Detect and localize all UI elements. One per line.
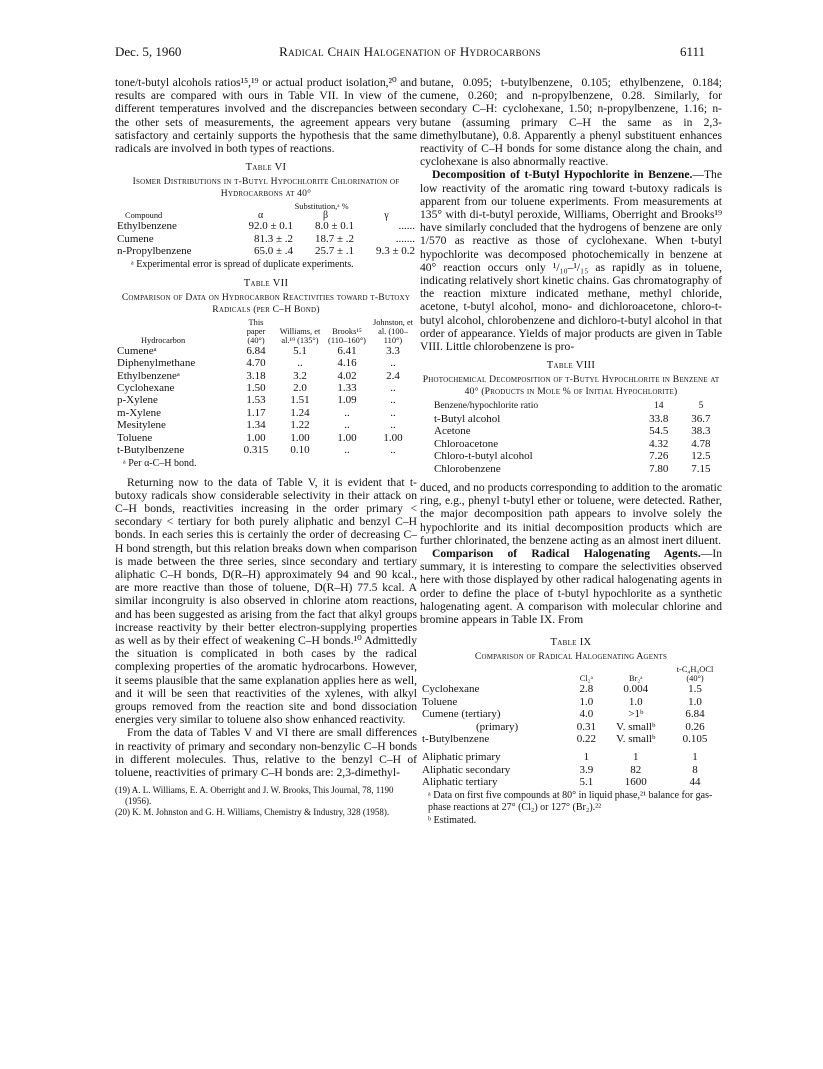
table-cell: 8: [692, 763, 698, 776]
table-row: [115, 444, 417, 456]
right-paragraph-1: butane, 0.095; t-butylbenzene, 0.105; ethylbenzene, 0.184; cumene, 0.260; and n-propylbenzene, 0.28. Similarly, for secondary C–H: cyclohexane, 1.50; n-propylbenzene, 1.16; n-butane (assuming primary C–H the same as in 2,3-dimethylbutane), 0.8. Apparently a phenyl substituent enhances reactivity of C–H bonds for some distance along the chain, and cyclohexane is also abnormally reactive.: [420, 76, 722, 169]
table7-col-brooks: Brooks¹⁵ (110–160°): [328, 326, 366, 345]
table6-subst-header: Substitution,ᵃ %: [294, 202, 349, 212]
table-cell: 65.0 ± .4: [253, 245, 294, 258]
table-row: [420, 425, 722, 437]
table8-caption: Table VIII: [546, 360, 596, 372]
table6-caption: Table VI: [245, 162, 287, 174]
table7-col-hydrocarbon: Hydrocarbon: [141, 335, 186, 345]
table-cell: 0.26: [685, 720, 705, 733]
table-row: [420, 733, 722, 748]
header-title: Radical Chain Halogenation of Hydrocarbons: [279, 44, 541, 59]
left-paragraph-1: tone/t-butyl alcohols ratios¹⁵,¹⁹ or actual product isolation,²⁰ and results are compared with ours in Table VII. In view of the different temperatures involved and the discrepancies between the other sets of measurements, the agreement appears very satisfactory and certainly supports the hypothesis that the same radicals are involved in both types of reactions.: [115, 76, 417, 156]
table-row: [420, 450, 722, 462]
table-cell: 38.3: [691, 425, 711, 438]
table-cell: 1.0: [579, 695, 594, 708]
table8-header-14: 14: [654, 400, 664, 412]
table-cell: 82: [630, 763, 642, 776]
table-cell: V. smallᵇ: [616, 732, 656, 745]
table-cell: Cumeneᵃ: [117, 344, 157, 357]
table-cell: Cyclohexane: [422, 683, 480, 696]
table-cell: Ethylbenzeneᵃ: [117, 369, 180, 382]
table-cell: 36.7: [691, 412, 711, 425]
table6-col-beta: β: [322, 210, 329, 222]
table-cell: 1: [583, 751, 590, 764]
page-number: 6111: [679, 44, 705, 59]
table-cell: Toluene: [422, 695, 458, 708]
table-cell: t-Butyl alcohol: [434, 412, 501, 425]
table-cell: 3.2: [293, 369, 307, 382]
table-cell: 1.5: [688, 683, 702, 696]
table-cell: Chloro-t-butyl alcohol: [434, 450, 533, 463]
table-cell: 4.70: [246, 357, 266, 370]
table-cell: >1ᵇ: [628, 708, 644, 721]
table-cell: 3.18: [246, 369, 266, 382]
reference-19: (19) A. L. Williams, E. A. Oberright and J. W. Brooks, This Journal, 78, 1190 (1956).: [115, 785, 394, 807]
table-row: [115, 357, 417, 369]
table7-col-johnston: Johnston, et al. (100–110°): [372, 317, 413, 345]
table-cell: 33.8: [649, 412, 669, 425]
table-cell: 0.105: [682, 732, 708, 745]
table-cell: 5.1: [293, 344, 307, 357]
table-row: [420, 748, 722, 763]
right-paragraph-3: duced, and no products corresponding to addition to the aromatic ring, e.g., phenyl t-butyl ether or toluene, were detected. Rather, the major decomposition path appears to involve solely the hypochlorite and its initial decomposition products which are further chlorinated, the benzene acting as an almost inert diluent.: [420, 480, 723, 547]
table7-title: Comparison of Data on Hydrocarbon Reactivities toward t-Butoxy Radicals (per C–H Bond): [121, 291, 411, 315]
table9: [420, 665, 722, 788]
table-cell: ......: [398, 220, 415, 233]
table8-title: Photochemical Decomposition of t-Butyl Hypochlorite in Benzene at 40° (Products in Mole % of Initial Hypochlorite): [422, 374, 720, 398]
table-row: [115, 220, 417, 232]
table6: [115, 202, 417, 257]
references: [115, 785, 417, 818]
table-row: [420, 776, 722, 788]
table-row: [115, 233, 417, 245]
table7-col-williams: Williams, et al.¹⁹ (135°): [279, 326, 321, 345]
right-column: [420, 76, 722, 827]
table-cell: 3.3: [386, 344, 400, 357]
table-cell: Aliphatic secondary: [422, 763, 511, 776]
table-cell: 1.22: [290, 419, 310, 432]
table9-col-blank: [420, 665, 569, 683]
table6-col-alpha: α: [258, 210, 264, 222]
table-cell: ..: [390, 419, 396, 432]
table-cell: Cumene: [117, 232, 154, 245]
right-paragraph-4: [420, 547, 722, 626]
table-cell: 2.8: [579, 683, 594, 696]
table-cell: Cumene (tertiary): [422, 708, 501, 721]
table-row: [420, 764, 722, 776]
table9-footnote-b: ᵇ Estimated.: [428, 814, 477, 826]
table6-footnote: ᵃ Experimental error is spread of duplicate experiments.: [131, 258, 354, 270]
table-cell: 0.004: [623, 683, 649, 696]
table-cell: 1.00: [290, 431, 310, 444]
table7-footnote: ᵃ Per α-C–H bond.: [123, 457, 197, 469]
table-cell: 4.02: [337, 369, 357, 382]
table-cell: 1: [692, 751, 698, 764]
table-cell: V. smallᵇ: [616, 720, 656, 733]
reference-20: (20) K. M. Johnston and G. H. Williams, Chemistry & Industry, 328 (1958).: [115, 807, 390, 818]
table-cell: 6.84: [246, 344, 266, 357]
table-cell: 7.80: [649, 462, 669, 475]
table-row: [115, 345, 417, 357]
left-paragraph-3: From the data of Tables V and VI there are small differences in reactivity of primary and secondary non-benzylic C–H bonds in different molecules. Thus, relative to the benzyl C–H of toluene, reactivities of primary C–H bonds are: 2,3-dimethyl-: [115, 726, 417, 779]
table-cell: ..: [390, 357, 396, 370]
table-row: [115, 394, 417, 406]
table-cell: Toluene: [117, 431, 153, 444]
table-row: [420, 683, 722, 695]
table-cell: 1.17: [246, 406, 266, 419]
table-cell: Mesitylene: [117, 419, 166, 432]
table-cell: .......: [395, 232, 415, 245]
table-cell: m-Xylene: [117, 406, 161, 419]
table-cell: 92.0 ± 0.1: [248, 220, 294, 233]
table-cell: 1600: [624, 776, 647, 789]
table-cell: 1.33: [337, 382, 357, 395]
table-cell: ..: [344, 406, 350, 419]
table-cell: 54.5: [649, 425, 669, 438]
table-cell: 7.15: [691, 462, 711, 475]
table-cell: 8.0 ± 0.1: [314, 220, 354, 233]
table-cell: 12.5: [691, 450, 711, 463]
table-row: [420, 438, 722, 450]
table-row: [420, 696, 722, 708]
table-cell: 1: [633, 751, 639, 764]
table-cell: 1.53: [246, 394, 266, 407]
table-cell: 25.7 ± .1: [314, 245, 354, 258]
table-cell: 4.32: [649, 437, 669, 450]
section-heading-decomposition: Decomposition of t-Butyl Hypochlorite in Benzene.: [432, 168, 693, 182]
table-cell: ..: [344, 419, 350, 432]
table-cell: Chloroacetone: [434, 437, 499, 450]
table-cell: 9.3 ± 0.2: [375, 245, 415, 258]
table-row: [115, 407, 417, 419]
table-cell: Diphenylmethane: [117, 357, 196, 370]
table-cell: 0.22: [576, 732, 596, 745]
table-cell: 4.16: [337, 357, 357, 370]
table-cell: n-Propylbenzene: [117, 245, 192, 258]
table6-col-gamma: γ: [384, 210, 389, 222]
table-cell: 1.0: [628, 695, 643, 708]
table-cell: 0.10: [290, 444, 310, 457]
left-column: [115, 76, 417, 818]
table-cell: Aliphatic primary: [422, 751, 501, 764]
header-date: Dec. 5, 1960: [115, 44, 182, 59]
table-cell: p-Xylene: [117, 394, 158, 407]
table-cell: 1.0: [688, 695, 702, 708]
table-cell: 7.26: [649, 450, 669, 463]
table-cell: Acetone: [434, 425, 471, 438]
table9-col-hypochlorite: t-C₄H₉OCl (40°): [676, 665, 714, 684]
table8: [420, 400, 722, 474]
table-cell: 1.09: [337, 394, 357, 407]
table-cell: ..: [390, 394, 396, 407]
table-cell: ..: [344, 444, 350, 457]
table-cell: 0.315: [243, 444, 269, 457]
table-cell: 1.50: [246, 382, 266, 395]
table7: [115, 318, 417, 457]
table-cell: ..: [297, 357, 303, 370]
table-row: [115, 432, 417, 444]
table-row: [420, 708, 722, 720]
table8-header-label: Benzene/hypochlorite ratio: [434, 400, 539, 412]
table-cell: 1.00: [337, 431, 357, 444]
table-row: [115, 419, 417, 431]
table-row: [420, 463, 722, 475]
table-cell: Chlorobenzene: [434, 462, 501, 475]
table-cell: ..: [390, 382, 396, 395]
table-cell: 1.34: [246, 419, 266, 432]
table-cell: 2.0: [293, 382, 307, 395]
right-paragraph-2: [420, 168, 722, 353]
table-row: [115, 245, 417, 257]
table9-title: Comparison of Radical Halogenating Agents: [474, 651, 668, 663]
table9-col-br2: Br₂ᵃ: [629, 674, 643, 684]
table-cell: 6.84: [685, 708, 705, 721]
table-cell: t-Butylbenzene: [117, 444, 185, 457]
table6-col-compound: Compound: [125, 211, 163, 221]
table-cell: 1.51: [290, 394, 310, 407]
table-cell: 81.3 ± .2: [253, 232, 294, 245]
table-cell: 1.00: [246, 431, 266, 444]
table9-footnote-a: ᵃ Data on first five compounds at 80° in liquid phase,²¹ balance for gas-phase reactions at 27° (Cl₂) or 127° (Br₂).²²: [428, 789, 713, 813]
paragraph-text: —In summary, it is interesting to compare the selectivities observed here with those displayed by other radical halogenating agents in order to define the place of t-butyl hypochlorite as a synthetic halogenating agent. A comparison with molecular chlorine and bromine appears in Table IX. From: [420, 546, 722, 626]
page-header: [115, 44, 705, 62]
table9-col-cl2: Cl₂ᵃ: [579, 674, 593, 684]
left-paragraph-2: Returning now to the data of Table V, it is evident that t-butoxy radicals show considerable selectivity in their attack on C–H bonds, reactivities increasing in the order primary < secondary < tertiary for both purely aliphatic and benzyl C–H bonds. In each series this is certainly the order of decreasing C–H bond strength, but this relation breaks down when comparison is made between the three series, since secondary and tertiary aliphatic C–H bonds, D(R–H) approximately 94 and 90 kcal., are more reactive than those of toluene, D(R–H) 77.5 kcal. A similar incongruity is also observed in chlorine atom reactions, and has been suggested as arising from the fact that alkyl groups increase reactivity by their better electron-supplying properties as well as by their effect of weakening C–H bonds.¹⁰ Admittedly the situation is complicated in both cases by the radical complexing properties of the aromatic hydrocarbons. However, it seems plausible that the same explanation applies here as well, and it will be seen that reactivities of the xylenes, with alkyl groups removed from the reaction site and bond dissociation energies very similar to toluene also show enhanced reactivity.: [115, 475, 417, 727]
table-cell: 4.78: [691, 437, 711, 450]
table-cell: 1.00: [383, 431, 403, 444]
table-row: [115, 382, 417, 394]
table-cell: Ethylbenzene: [117, 220, 177, 233]
table-cell: 44: [689, 776, 701, 789]
table-cell: 4.0: [579, 708, 594, 721]
table-row: [420, 721, 722, 733]
table-cell: 2.4: [386, 369, 400, 382]
table-cell: (primary): [476, 720, 519, 733]
table-cell: 5.1: [579, 776, 594, 789]
table7-col-this-paper: This paper (40°): [246, 317, 266, 345]
table-cell: 3.9: [579, 763, 594, 776]
table-row: [420, 413, 722, 425]
table-cell: ..: [390, 406, 396, 419]
table-cell: 0.31: [576, 720, 596, 733]
section-heading-comparison: Comparison of Radical Halogenating Agents.: [432, 546, 701, 560]
table6-title: Isomer Distributions in t-Butyl Hypochlorite Chlorination of Hydrocarbons at 40°: [132, 176, 400, 200]
table-row: [115, 370, 417, 382]
paragraph-text: —The low reactivity of the aromatic ring toward t-butoxy radicals is apparent from our toluene experiments. From measurements at 135° with di-t-butyl peroxide, Williams, Oberright and Brooks¹⁹ have similarly concluded that the hydrogens of benzene are only 1/570 as reactive as those of cyclohexane. When t-butyl hypochlorite was decomposed photochemically in benzene at 40° reaction occurs only ¹/₁₀–¹/₁₅ as rapidly as in toluene, indicating relatively short kinetic chains. Gas chromatography of the reaction mixture indicated methane, methyl chloride, acetone, t-butyl alcohol, mono- and dichloroacetone, chloro-t-butyl alcohol, chlorobenzene and dichloro-t-butyl alcohol in that order of appearance. Yields of major products are given in Table VIII. Little chlorobenzene is pro-: [420, 168, 722, 354]
table-cell: Aliphatic tertiary: [422, 776, 498, 789]
table-cell: 6.41: [337, 344, 357, 357]
table-cell: ..: [390, 444, 396, 457]
table-cell: Cyclohexane: [117, 382, 175, 395]
table9-caption: Table IX: [550, 637, 592, 649]
table-cell: t-Butylbenzene: [422, 732, 490, 745]
table8-header-5: 5: [698, 400, 704, 412]
table-cell: 18.7 ± .2: [314, 232, 354, 245]
table7-caption: Table VII: [243, 277, 289, 289]
table-cell: 1.24: [290, 406, 310, 419]
